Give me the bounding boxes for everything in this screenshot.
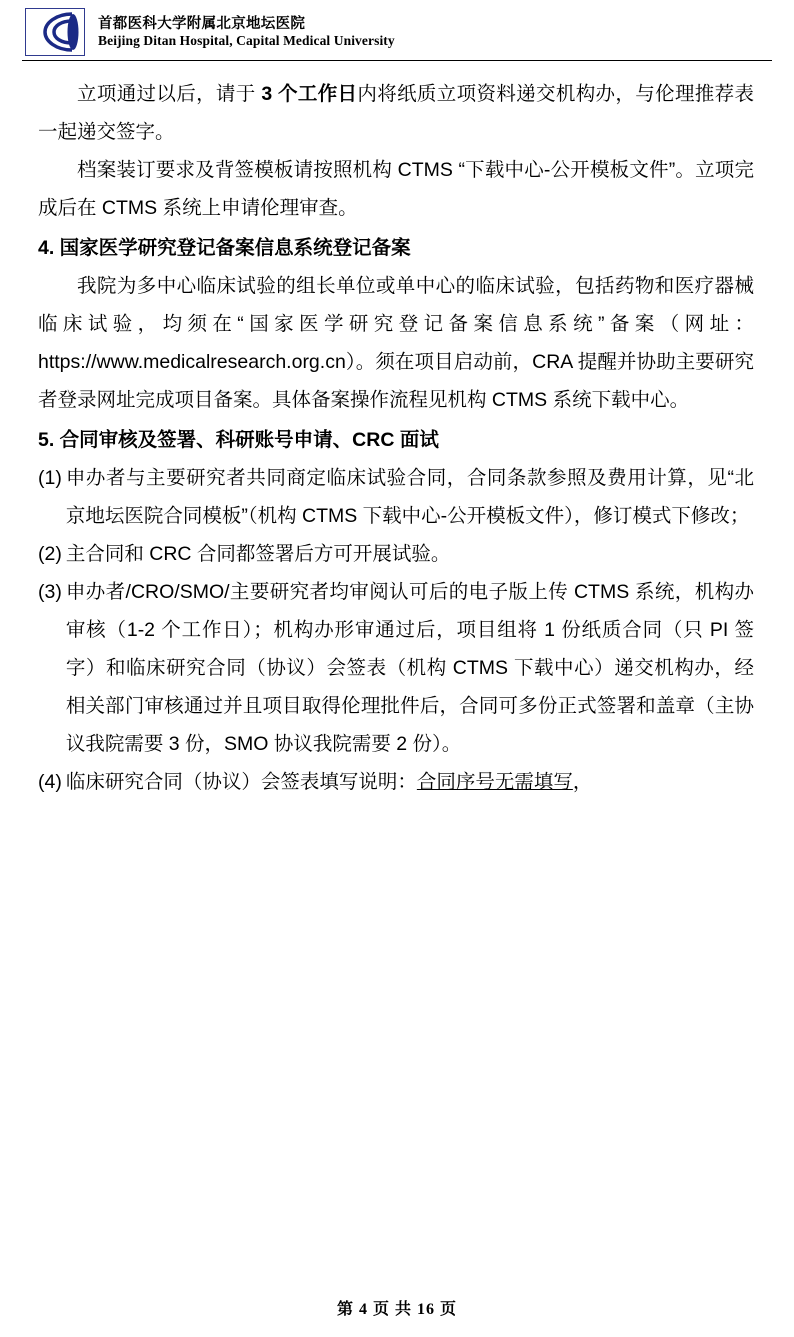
- heading-section-5: 5. 合同审核及签署、科研账号申请、CRC 面试: [38, 429, 439, 452]
- header-title-block: [98, 15, 395, 50]
- page-footer: 第 4 页 共 16 页: [336, 1301, 457, 1318]
- list-item-4-marker: (4): [38, 771, 62, 794]
- list-item-1: [38, 459, 754, 535]
- hospital-logo: [24, 8, 86, 56]
- header-title-en: Beijing Ditan Hospital, Capital Medical University: [98, 32, 395, 48]
- list-item-2-marker: (2): [38, 543, 62, 566]
- paragraph-national-registration: 我院为多中心临床试验的组长单位或单中心的临床试验，包括药物和医疗器械临床试验，均须在“国家医学研究登记备案信息系统”备案（网址：https://www.medicalresearch.org.cn）。须在项目启动前，CRA 提醒并协助主要研究者登录网址完成项目备案。具体备案操作流程见机构 CTMS 系统下载中心。: [38, 275, 754, 412]
- list-item-1-text: 申办者与主要研究者共同商定临床试验合同，合同条款参照及费用计算，见“北京地坛医院合同模板”（机构 CTMS 下载中心-公开模板文件），修订模式下修改；: [65, 467, 754, 528]
- list-item-4-underlined-phrase: 合同序号无需填写: [416, 771, 573, 794]
- heading-section-4: 4. 国家医学研究登记备案信息系统登记备案: [38, 237, 411, 260]
- list-item-3-text: 申办者/CRO/SMO/主要研究者均审阅认可后的电子版上传 CTMS 系统，机构办审核（1-2 个工作日）；机构办形审通过后，项目组将 1 份纸质合同（只 PI 签字）和临床研究合同（协议）会签表（机构 CTMS 下载中心）递交机构办，经相关部门审核通过并且项目取得伦理批件后，合同可多份正式签署和盖章（主协议我院需要 3 份，SMO 协议我院需要 2 份）。: [65, 581, 754, 756]
- paragraph-emphasis-3-workdays: 3 个工作日: [261, 83, 358, 105]
- paragraph-text-part-a: 立项通过以后，请于: [77, 83, 262, 105]
- list-item-2-text: 主合同和 CRC 合同都签署后方可开展试验。: [65, 543, 451, 566]
- list-item-2: [38, 535, 754, 573]
- paragraph-archive-binding: 档案装订要求及背签模板请按照机构 CTMS “下载中心-公开模板文件”。立项完成后在 CTMS 系统上申请伦理审查。: [38, 159, 754, 220]
- list-item-4-text: [66, 763, 754, 801]
- document-content: [0, 61, 794, 801]
- list-item-3-marker: (3): [38, 581, 62, 604]
- paragraph-text-part-c: 内将纸质立项资料递交机构办，与伦理推荐表一起递交签字。: [38, 83, 754, 144]
- header-title-cn: 首都医科大学附属北京地坛医院: [98, 15, 306, 32]
- document-header: [22, 0, 772, 61]
- paragraph-filing-submission: [38, 75, 754, 151]
- list-item-4: [38, 763, 754, 801]
- list-item-4-text-part-a: 临床研究合同（协议）会签表填写说明：: [65, 771, 417, 794]
- list-item-3: [38, 573, 754, 763]
- list-item-1-marker: (1): [38, 467, 62, 490]
- list-item-4-text-part-c: ，: [572, 771, 593, 794]
